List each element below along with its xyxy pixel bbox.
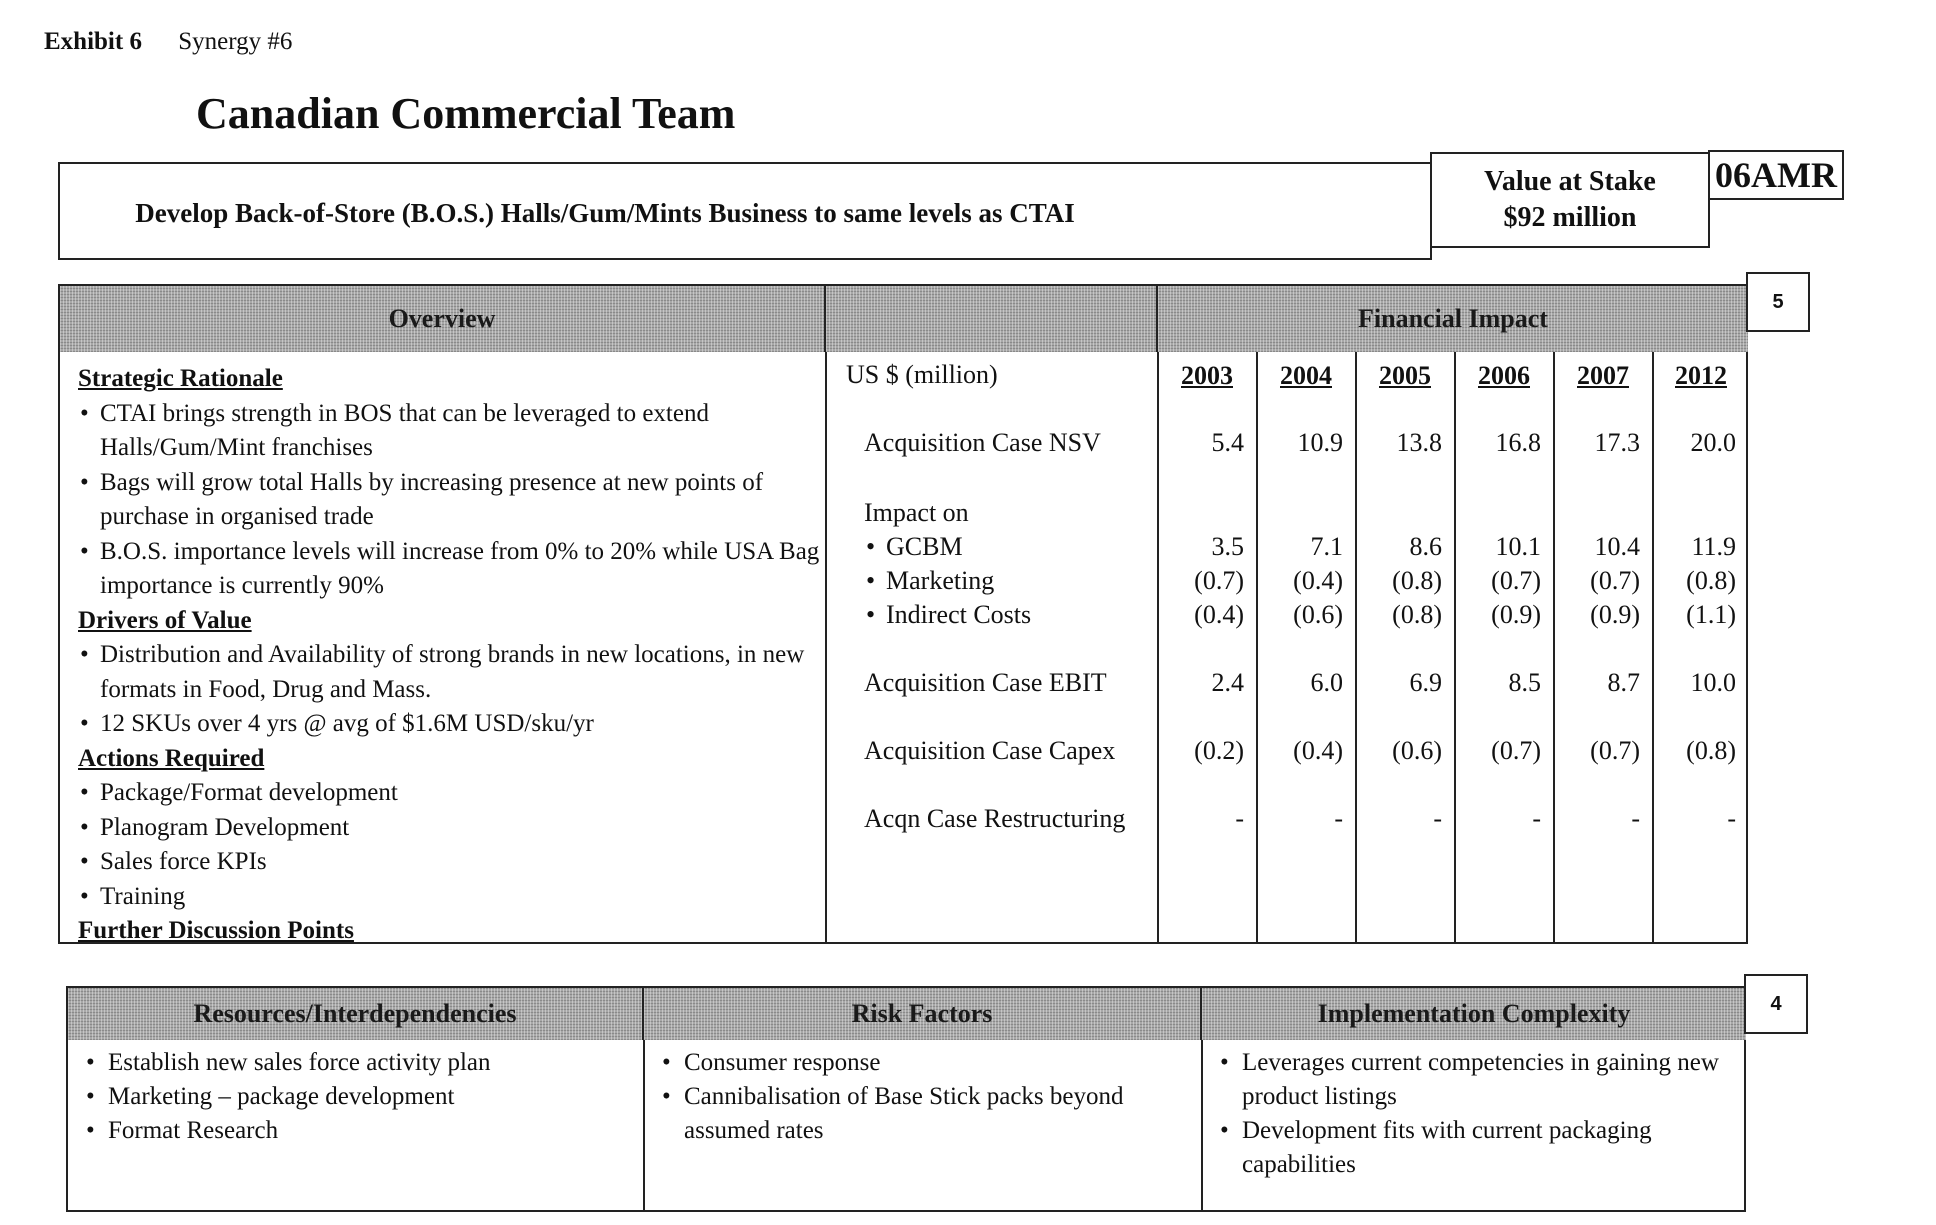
- drivers-of-value-title: Drivers of Value: [78, 606, 252, 634]
- value-cell: (0.4): [1293, 736, 1343, 765]
- list-item: • Leverages current competencies in gaining new product listings: [1218, 1046, 1734, 1114]
- reference-code: 06AMR: [1708, 150, 1844, 200]
- value-cell: (0.4): [1293, 566, 1343, 595]
- year-header: 2006: [1478, 361, 1530, 390]
- row-label-impact-on: Impact on: [864, 498, 969, 527]
- list-item: • Bags will grow total Halls by increasing presence at new points of purchase in organised trade: [78, 466, 838, 535]
- value-cell: 3.5: [1211, 532, 1244, 561]
- value-cell: 5.4: [1211, 428, 1244, 457]
- list-item: • Format Research: [84, 1114, 634, 1148]
- value-cell: -: [1532, 804, 1541, 833]
- value-cell: (0.6): [1293, 600, 1343, 629]
- list-item: • Consumer response: [660, 1046, 1190, 1080]
- value-cell: 7.1: [1310, 532, 1343, 561]
- value-cell: 10.4: [1594, 532, 1640, 561]
- value-cell: (0.9): [1491, 600, 1541, 629]
- value-cell: (0.2): [1194, 736, 1244, 765]
- value-cell: -: [1433, 804, 1442, 833]
- label-column-header: [826, 286, 1158, 352]
- page-title: Canadian Commercial Team: [196, 89, 736, 138]
- value-cell: (0.7): [1194, 566, 1244, 595]
- value-cell: (0.9): [1590, 600, 1640, 629]
- value-cell: (0.7): [1491, 566, 1541, 595]
- list-item: • Package/Format development: [78, 776, 838, 811]
- synergy-number: Synergy #6: [178, 28, 293, 55]
- year-header: 2003: [1181, 361, 1233, 390]
- column-divider: [1201, 1040, 1203, 1210]
- value-cell: (0.7): [1491, 736, 1541, 765]
- list-item: • B.O.S. importance levels will increase from 0% to 20% while USA Bag importance is currently 90%: [78, 535, 838, 604]
- value-cell: (1.1): [1686, 600, 1736, 629]
- row-label-gcbm: • GCBM: [864, 530, 963, 564]
- value-cell: 8.5: [1508, 668, 1541, 697]
- value-at-stake-amount: $92 million: [1503, 202, 1637, 233]
- row-label-capex: Acquisition Case Capex: [864, 736, 1116, 765]
- unit-label: US $ (million): [846, 360, 998, 389]
- strategic-rationale-list: [78, 397, 838, 604]
- row-label-ebit: Acquisition Case EBIT: [864, 668, 1107, 697]
- exhibit-label: [44, 28, 292, 56]
- overview-header: Overview: [60, 286, 826, 352]
- bottom-panel: [66, 986, 1746, 1212]
- year-header: 2007: [1577, 361, 1629, 390]
- financial-impact-header: Financial Impact: [1158, 286, 1748, 352]
- implementation-complexity-score: 4: [1744, 974, 1808, 1034]
- value-cell: 10.0: [1690, 668, 1736, 697]
- list-item: • Training: [78, 880, 838, 915]
- value-cell: (0.8): [1392, 566, 1442, 595]
- value-cell: (0.4): [1194, 600, 1244, 629]
- actions-required-list: [78, 776, 838, 914]
- overview-financial-panel: [58, 284, 1748, 944]
- value-cell: (0.6): [1392, 736, 1442, 765]
- value-cell: (0.8): [1392, 600, 1442, 629]
- overview-content: [78, 362, 838, 949]
- risk-factors-header: Risk Factors: [644, 988, 1202, 1040]
- value-cell: (0.7): [1590, 566, 1640, 595]
- value-cell: -: [1631, 804, 1640, 833]
- further-discussion-title: Further Discussion Points: [78, 917, 354, 944]
- value-cell: 20.0: [1690, 428, 1736, 457]
- value-cell: -: [1727, 804, 1736, 833]
- row-label-marketing: • Marketing: [864, 564, 994, 598]
- risk-factors-list: [660, 1046, 1190, 1148]
- value-cell: (0.8): [1686, 736, 1736, 765]
- value-cell: 6.0: [1310, 668, 1343, 697]
- list-item: • Cannibalisation of Base Stick packs beyond assumed rates: [660, 1080, 1190, 1148]
- value-cell: 6.9: [1409, 668, 1442, 697]
- value-cell: (0.8): [1686, 566, 1736, 595]
- value-cell: (0.7): [1590, 736, 1640, 765]
- list-item: • Establish new sales force activity plan: [84, 1046, 634, 1080]
- list-item: • CTAI brings strength in BOS that can be leveraged to extend Halls/Gum/Mint franchises: [78, 397, 838, 466]
- financial-impact-score: 5: [1746, 272, 1810, 332]
- column-divider: [825, 352, 827, 942]
- value-cell: -: [1235, 804, 1244, 833]
- strategic-rationale-title: Strategic Rationale: [78, 365, 283, 392]
- value-cell: -: [1334, 804, 1343, 833]
- drivers-of-value-list: [78, 638, 838, 742]
- resources-list: [84, 1046, 634, 1148]
- list-item: • Development fits with current packaging capabilities: [1218, 1114, 1734, 1182]
- list-item: • 12 SKUs over 4 yrs @ avg of $1.6M USD/sku/yr: [78, 707, 838, 742]
- value-cell: 17.3: [1594, 428, 1640, 457]
- list-item: • Distribution and Availability of strong brands in new locations, in new formats in Food, Drug and Mass.: [78, 638, 838, 707]
- year-header: 2012: [1675, 361, 1727, 390]
- value-cell: 10.9: [1297, 428, 1343, 457]
- objective-text: Develop Back-of-Store (B.O.S.) Halls/Gum/Mints Business to same levels as CTAI: [135, 197, 1075, 228]
- list-item: • Planogram Development: [78, 811, 838, 846]
- value-cell: 13.8: [1396, 428, 1442, 457]
- objective-box: [58, 162, 1432, 260]
- complexity-list: [1218, 1046, 1734, 1182]
- list-item: • Sales force KPIs: [78, 845, 838, 880]
- year-header: 2004: [1280, 361, 1332, 390]
- row-label-nsv: Acquisition Case NSV: [864, 428, 1101, 457]
- year-header: 2005: [1379, 361, 1431, 390]
- value-at-stake-box: [1430, 152, 1710, 248]
- column-divider: [643, 1040, 645, 1210]
- complexity-header: Implementation Complexity: [1202, 988, 1746, 1040]
- value-cell: 11.9: [1691, 532, 1736, 561]
- row-label-indirect-costs: • Indirect Costs: [864, 598, 1031, 632]
- value-cell: 16.8: [1495, 428, 1541, 457]
- resources-header: Resources/Interdependencies: [68, 988, 644, 1040]
- actions-required-title: Actions Required: [78, 744, 265, 772]
- value-cell: 8.7: [1607, 668, 1640, 697]
- value-at-stake-label: Value at Stake: [1484, 166, 1656, 197]
- row-label-restructuring: Acqn Case Restructuring: [864, 804, 1126, 833]
- value-cell: 2.4: [1211, 668, 1244, 697]
- value-cell: 8.6: [1409, 532, 1442, 561]
- value-cell: 10.1: [1495, 532, 1541, 561]
- exhibit-number: Exhibit 6: [44, 28, 142, 55]
- list-item: • Marketing – package development: [84, 1080, 634, 1114]
